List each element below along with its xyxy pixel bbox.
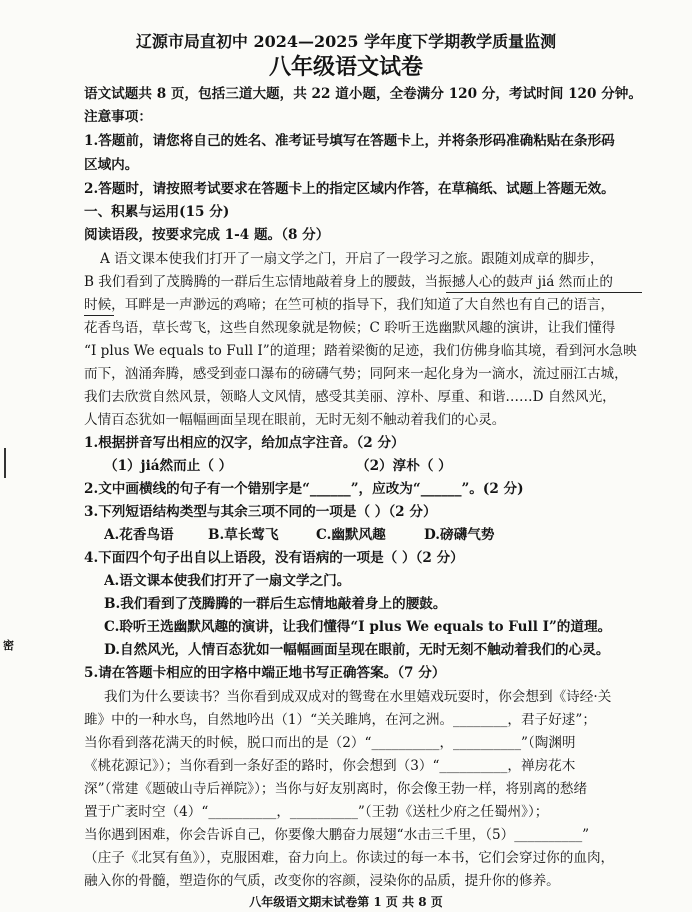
question-3-option-b: B.草长莺飞 — [208, 527, 279, 543]
question-5-line: 融入你的骨髓，塑造你的气质，改变你的容颜，浸染你的品质，提升你的修养。 — [84, 873, 560, 889]
question-5-stem: 5.请在答题卡相应的田字格中端正地书写正确答案。（7 分） — [84, 665, 446, 681]
question-3-option-c: C.幽默风趣 — [316, 527, 386, 543]
question-1-stem: 1.根据拼音写出相应的汉字，给加点字注音。（2 分） — [84, 435, 405, 451]
question-5-line: 当你遇到困难，你会告诉自己，你要像大鹏奋力展翅“水击三千里，（5）__________” — [84, 827, 590, 843]
passage-line: B 我们看到了茂腾腾的一群后生忘情地敲着身上的腰鼓，当振撼人心的鼓声 jiá 然而止的 — [84, 274, 613, 290]
passage-line: 花香鸟语，草长莺飞，这些自然现象就是物候；C 聆听王选幽默风趣的演讲，让我们懂得 — [84, 320, 616, 336]
passage-line: “I plus We equals to Full I”的道理；踏着梁衡的足迹，我们仿佛身临其境，看到河水急映 — [84, 343, 637, 359]
passage-line: 人情百态犹如一幅幅画面呈现在眼前，无时无刻不触动着我们的心灵。 — [84, 412, 506, 428]
note-1-line-2: 区域内。 — [84, 157, 139, 173]
question-4-option-a: A.语文课本使我们打开了一扇文学之门。 — [104, 573, 351, 589]
exam-title: 辽源市局直初中 2024—2025 学年度下学期教学质量监测 — [135, 32, 557, 51]
question-5-line: 置于广袤时空（4）“__________，__________”（王勃《送杜少府之任蜀州》）； — [84, 804, 549, 820]
exam-intro: 语文试题共 8 页，包括三道大题，共 22 道小题，全卷满分 120 分，考试时间 120 分钟。 — [84, 86, 642, 102]
passage-line: 我们去欣赏自然风景，领略人文风情，感受其美丽、淳朴、厚重、和谐……D 自然风光， — [84, 389, 616, 405]
question-1-part-2: （2）淳朴（ ） — [356, 458, 452, 474]
passage-underline — [446, 292, 642, 293]
passage-line: 时候，耳畔是一声渺远的鸡啼；在竺可桢的指导下，我们知道了大自然也有自己的语言， — [84, 297, 615, 313]
notes-title: 注意事项： — [84, 109, 152, 125]
note-2: 2.答题时，请按照考试要求在答题卡上的指定区域内作答，在草稿纸、试题上答题无效。 — [84, 181, 615, 197]
passage-line: 而下，汹涌奔腾，感受到壶口瀑布的磅礴气势；同阿来一起化身为一滴水，流过丽江古城， — [84, 366, 628, 382]
reading-instruction: 阅读语段，按要求完成 1-4 题。（8 分） — [84, 227, 330, 243]
passage-line: A 语文课本使我们打开了一扇文学之门，开启了一段学习之旅。跟随刘成章的脚步， — [100, 251, 604, 267]
question-5-line: 深”（常建《题破山寺后禅院》）；当你与好友别离时，你会像王勃一样，将别离的愁绪 — [84, 781, 588, 797]
note-1-line-1: 1.答题前，请您将自己的姓名、准考证号填写在答题卡上，并将条形码准确粘贴在条形码 — [84, 133, 615, 149]
question-5-line: 我们为什么要读书？当你看到成双成对的鸳鸯在水里嬉戏玩耍时，你会想到《诗经·关 — [104, 689, 612, 705]
binding-mark: 密 — [3, 639, 14, 652]
question-1-part-1: （1）jiá然而止（ ） — [104, 458, 233, 474]
question-5-line: 《桃花源记》）；当你看到一条好歪的路时，你会想到（3）“__________，禅房花木 — [84, 758, 576, 774]
question-4-option-d: D.自然风光，人情百态犹如一幅幅画面呈现在眼前，无时无刻不触动着我们的心灵。 — [104, 642, 610, 658]
question-3-option-a: A.花香鸟语 — [104, 527, 174, 543]
page-footer: 八年级语文期末试卷第 1 页 共 8 页 — [249, 895, 443, 909]
subject-title: 八年级语文试卷 — [268, 54, 423, 80]
question-2: 2.文中画横线的句子有一个错别字是“______”，应改为“______”。(2 分) — [84, 481, 524, 497]
question-4-option-c: C.聆听王选幽默风趣的演讲，让我们懂得“I plus We equals to Full I”的道理。 — [104, 619, 612, 635]
question-4-option-b: B.我们看到了茂腾腾的一群后生忘情地敲着身上的腰鼓。 — [104, 596, 447, 612]
passage-underline — [84, 315, 114, 316]
binding-line — [4, 448, 14, 478]
question-5-line: （庄子《北冥有鱼》），克服困难，奋力向上。你读过的每一本书，它们会穿过你的血肉， — [84, 850, 615, 866]
question-4-stem: 4.下面四个句子出自以上语段，没有语病的一项是（ ）（2 分） — [84, 550, 464, 566]
question-3-stem: 3.下列短语结构类型与其余三项不同的一项是（ ）（2 分） — [84, 504, 437, 520]
section-title: 一、积累与运用(15 分) — [84, 204, 230, 220]
question-5-line: 雎》中的一种水鸟，自然地吟出（1）“关关雎鸠，在河之洲。________，君子好逑”； — [84, 712, 596, 728]
question-3-option-d: D.磅礴气势 — [424, 527, 495, 543]
question-5-line: 当你看到落花满天的时候，脱口而出的是（2）“__________，__________”（陶渊明 — [84, 735, 576, 751]
